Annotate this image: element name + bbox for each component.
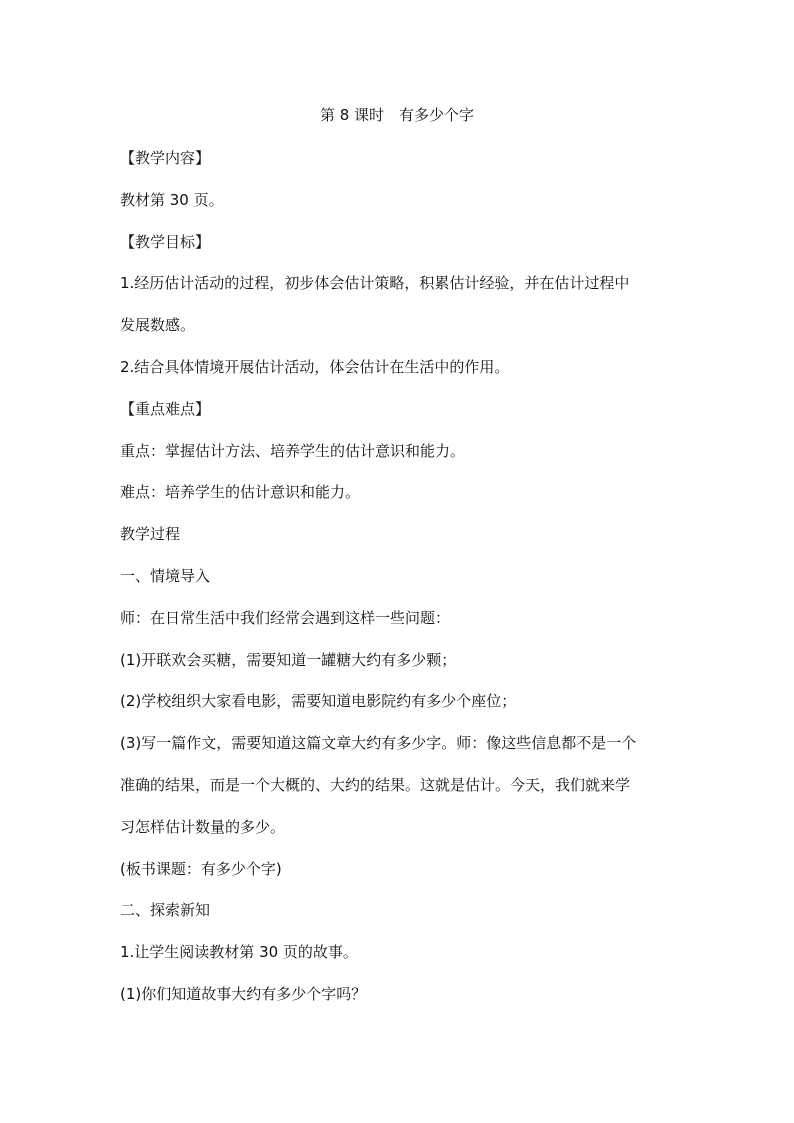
lesson-body	[120, 146, 680, 1024]
paragraph-line: (3)写一篇作文，需要知道这篇文章大约有多少字。师：像这些信息都不是一个	[120, 734, 637, 753]
paragraph-line: 重点：掌握估计方法、培养学生的估计意识和能力。	[120, 441, 466, 460]
section-heading-content: 【教学内容】	[120, 149, 211, 167]
paragraph-line: 师：在日常生活中我们经常会遇到这样一些问题：	[120, 608, 451, 627]
paragraph-line: (2)学校组织大家看电影，需要知道电影院约有多少个座位；	[120, 692, 517, 711]
section-heading-process: 教学过程	[120, 525, 181, 544]
paragraph-line: 教材第 30 页。	[120, 190, 224, 209]
paragraph-line: (1)开联欢会买糖，需要知道一罐糖大约有多少颗；	[120, 650, 457, 669]
section-heading-objectives: 【教学目标】	[120, 232, 211, 251]
paragraph-line: 1.经历估计活动的过程，初步体会估计策略，积累估计经验，并在估计过程中	[120, 274, 630, 293]
paragraph-line: (板书课题：有多少个字)	[120, 859, 282, 878]
paragraph-line: 准确的结果，而是一个大概的、大约的结果。这就是估计。今天，我们就来学	[120, 775, 631, 794]
lesson-title: 第 8 课时 有多少个字	[319, 106, 475, 124]
paragraph-line: 2.结合具体情境开展估计活动，体会估计在生活中的作用。	[120, 357, 510, 376]
section-heading-key-points: 【重点难点】	[120, 399, 211, 418]
subheading-explore: 二、探索新知	[120, 901, 211, 920]
paragraph-line: 习怎样估计数量的多少。	[120, 817, 286, 836]
paragraph-line: 发展数感。	[120, 316, 196, 335]
subheading-intro: 一、情境导入	[120, 566, 211, 585]
paragraph-line: 难点：培养学生的估计意识和能力。	[120, 483, 361, 502]
paragraph-line: 1.让学生阅读教材第 30 页的故事。	[120, 943, 358, 962]
paragraph-line: (1)你们知道故事大约有多少个字吗？	[120, 984, 367, 1003]
